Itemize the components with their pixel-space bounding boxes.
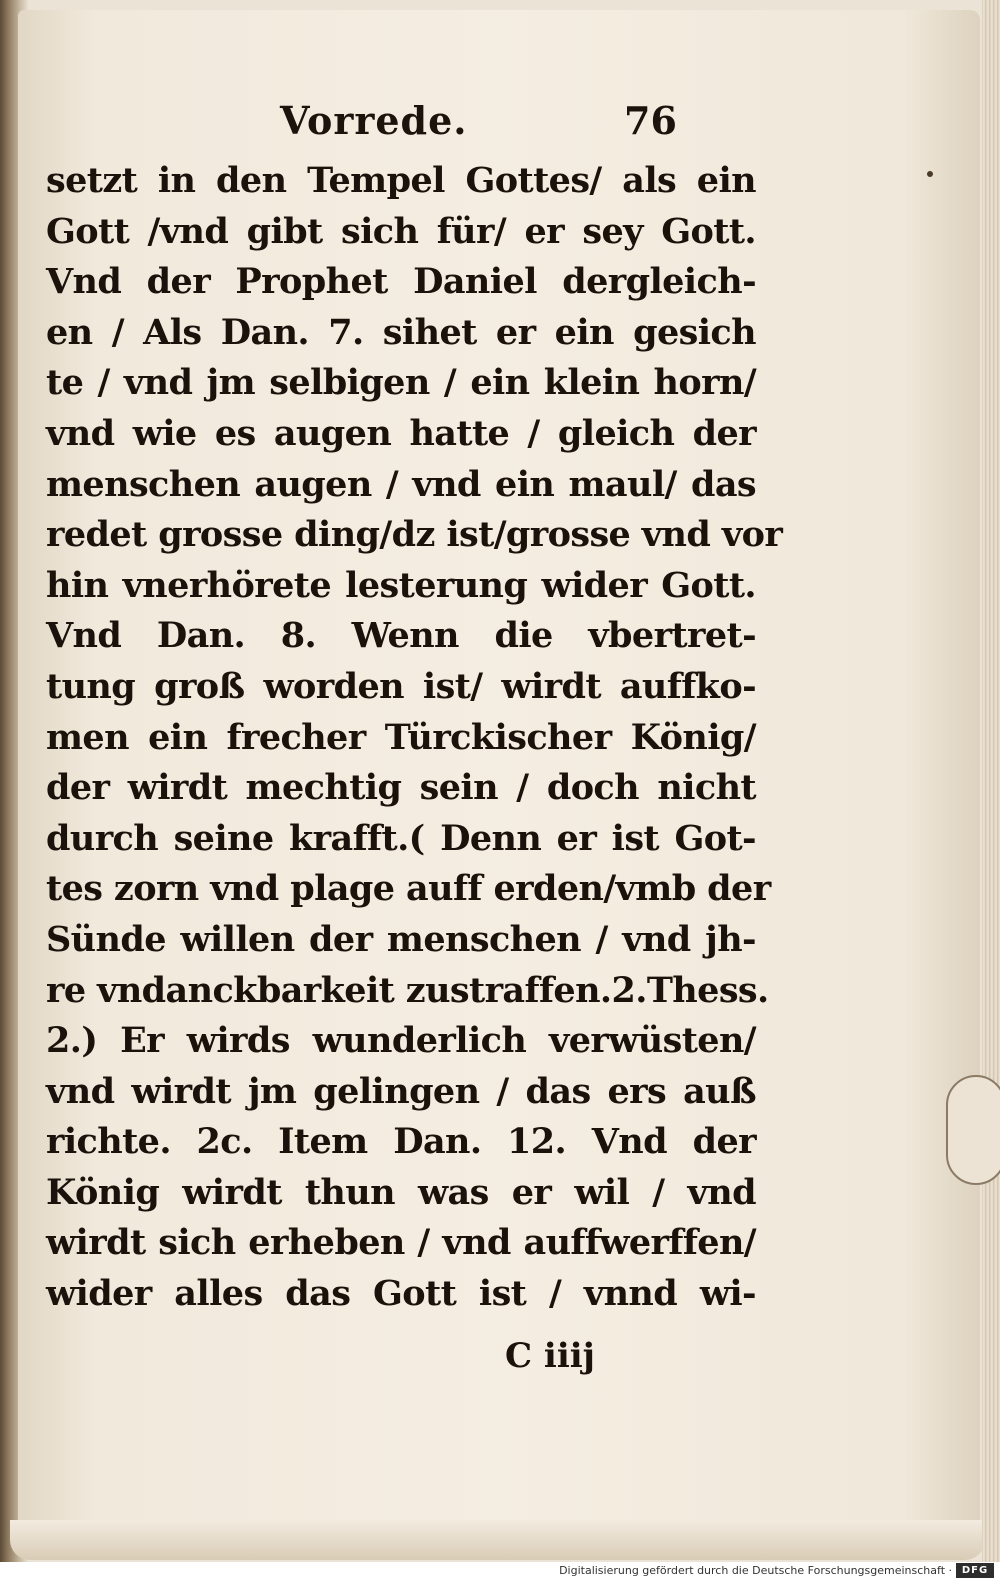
text-line: hin vnerhörete lesterung wider Gott. xyxy=(46,564,756,606)
text-line: redet grosse ding/dz ist/grosse vnd vor xyxy=(46,514,783,556)
text-line: 2.) Er wirds wunderlich verwüsten/ xyxy=(46,1020,756,1062)
text-line: re vndanckbarkeit zustraffen.2.Thess. xyxy=(46,969,769,1011)
text-line: tes zorn vnd plage auff erden/vmb der xyxy=(46,868,771,910)
text-line: menschen augen / vnd ein maul/ das xyxy=(46,463,756,505)
page-edges xyxy=(982,0,1000,1562)
text-line: te / vnd jm selbigen / ein klein horn/ xyxy=(46,362,756,404)
text-line: Vnd Dan. 8. Wenn die vbertret- xyxy=(46,615,756,657)
signature-mark: C iiij xyxy=(505,1336,595,1376)
text-line: tung groß worden ist/ wirdt auffko- xyxy=(46,665,756,707)
page-bottom-curl xyxy=(10,1520,985,1560)
text-line: der wirdt mechtig sein / doch nicht xyxy=(46,767,756,809)
text-line: Sünde willen der menschen / vnd jh- xyxy=(46,918,756,960)
page-header xyxy=(48,98,748,150)
text-line: wider alles das Gott ist / vnnd wi- xyxy=(46,1273,756,1315)
running-head: Vorrede. xyxy=(280,98,468,143)
text-line: setzt in den Tempel Gottes/ als ein xyxy=(46,160,756,201)
text-line: durch seine krafft.( Denn er ist Got- xyxy=(46,817,756,859)
text-line: Vnd der Prophet Daniel dergleich- xyxy=(46,261,756,303)
text-line: vnd wirdt jm gelingen / das ers auß xyxy=(46,1070,756,1112)
page-tab-marker xyxy=(946,1075,1000,1185)
text-line: en / Als Dan. 7. sihet er ein gesich xyxy=(46,311,756,353)
text-line: richte. 2c. Item Dan. 12. Vnd der xyxy=(46,1121,756,1163)
text-line: Gott /vnd gibt sich für/ er sey Gott. xyxy=(46,210,756,252)
text-line: vnd wie es augen hatte / gleich der xyxy=(46,412,756,454)
dfg-logo: DFG xyxy=(956,1563,994,1578)
text-line: wirdt sich erheben / vnd auffwerffen/ xyxy=(46,1222,756,1264)
body-text xyxy=(46,156,783,1320)
footer-credit: Digitalisierung gefördert durch die Deutsche Forschungsgemeinschaft · xyxy=(559,1564,952,1577)
ink-speck xyxy=(927,171,933,177)
text-line: men ein frecher Türckischer König/ xyxy=(46,716,756,758)
page-number: 76 xyxy=(624,98,677,143)
text-line: König wirdt thun was er wil / vnd xyxy=(46,1171,756,1213)
